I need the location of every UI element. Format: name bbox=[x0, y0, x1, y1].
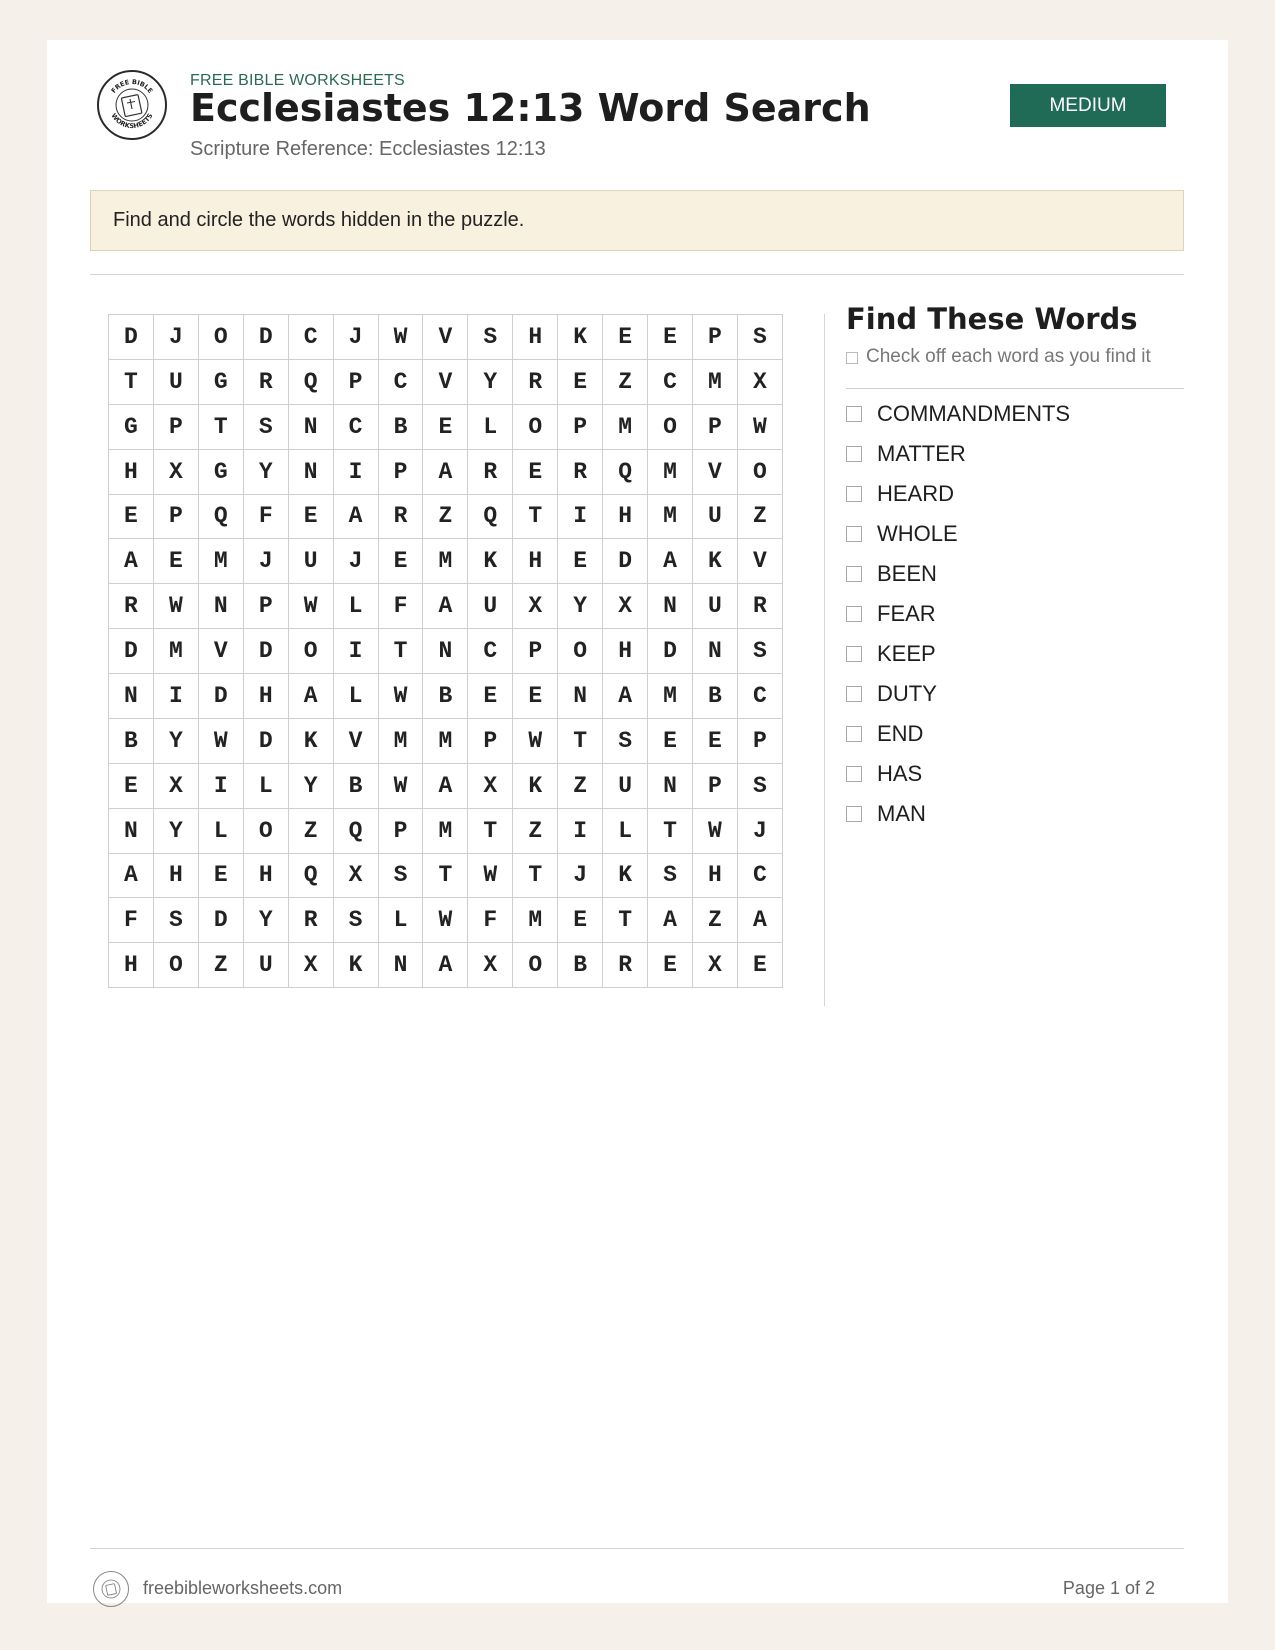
grid-cell[interactable]: H bbox=[243, 853, 288, 898]
grid-row bbox=[109, 674, 783, 719]
grid-cell[interactable]: X bbox=[603, 584, 648, 629]
word-label: WHOLE bbox=[877, 521, 958, 546]
grid-cell[interactable]: O bbox=[513, 943, 558, 988]
grid-cell[interactable]: D bbox=[648, 629, 693, 674]
grid-cell[interactable]: A bbox=[648, 898, 693, 943]
word-list-title: Find These Words bbox=[846, 302, 1138, 336]
grid-cell[interactable]: E bbox=[737, 943, 782, 988]
grid-cell[interactable]: A bbox=[333, 494, 378, 539]
grid-cell[interactable]: W bbox=[378, 763, 423, 808]
grid-cell[interactable]: H bbox=[243, 674, 288, 719]
grid-cell[interactable]: E bbox=[468, 674, 513, 719]
grid-cell[interactable]: H bbox=[692, 853, 737, 898]
grid-cell[interactable]: N bbox=[288, 449, 333, 494]
grid-row bbox=[109, 359, 783, 404]
grid-cell[interactable]: K bbox=[468, 539, 513, 584]
grid-cell[interactable]: U bbox=[692, 584, 737, 629]
grid-cell[interactable]: C bbox=[468, 629, 513, 674]
grid-cell[interactable]: R bbox=[243, 359, 288, 404]
grid-cell[interactable]: T bbox=[468, 808, 513, 853]
grid-cell[interactable]: L bbox=[333, 674, 378, 719]
grid-cell[interactable]: S bbox=[153, 898, 198, 943]
checkbox-icon[interactable] bbox=[846, 406, 862, 422]
grid-cell[interactable]: A bbox=[288, 674, 333, 719]
grid-cell[interactable]: X bbox=[153, 449, 198, 494]
grid-cell[interactable]: R bbox=[558, 449, 603, 494]
grid-cell[interactable]: P bbox=[378, 808, 423, 853]
word-label: END bbox=[877, 721, 924, 746]
grid-cell[interactable]: Y bbox=[243, 898, 288, 943]
grid-cell[interactable]: X bbox=[513, 584, 558, 629]
grid-cell[interactable]: O bbox=[513, 404, 558, 449]
grid-cell[interactable]: X bbox=[468, 763, 513, 808]
word-item[interactable] bbox=[846, 394, 1070, 434]
grid-cell[interactable]: X bbox=[333, 853, 378, 898]
grid-cell[interactable]: D bbox=[109, 315, 154, 360]
word-label: MATTER bbox=[877, 441, 966, 466]
checkbox-icon[interactable] bbox=[846, 566, 862, 582]
grid-cell[interactable]: A bbox=[423, 763, 468, 808]
grid-cell[interactable]: P bbox=[692, 404, 737, 449]
grid-cell[interactable]: H bbox=[603, 629, 648, 674]
grid-cell[interactable]: E bbox=[198, 853, 243, 898]
footer-logo-icon bbox=[93, 1571, 129, 1607]
grid-cell[interactable]: T bbox=[513, 853, 558, 898]
grid-cell[interactable]: V bbox=[423, 315, 468, 360]
grid-cell[interactable]: L bbox=[198, 808, 243, 853]
checkbox-icon[interactable] bbox=[846, 606, 862, 622]
grid-cell[interactable]: N bbox=[648, 763, 693, 808]
grid-cell[interactable]: D bbox=[603, 539, 648, 584]
grid-cell[interactable]: N bbox=[692, 629, 737, 674]
grid-cell[interactable]: M bbox=[153, 629, 198, 674]
grid-cell[interactable]: R bbox=[288, 898, 333, 943]
word-label: HAS bbox=[877, 761, 923, 786]
grid-cell[interactable]: W bbox=[153, 584, 198, 629]
word-label: BEEN bbox=[877, 561, 937, 586]
grid-cell[interactable]: M bbox=[423, 539, 468, 584]
grid-row bbox=[109, 584, 783, 629]
grid-cell[interactable]: V bbox=[198, 629, 243, 674]
grid-cell[interactable]: U bbox=[468, 584, 513, 629]
grid-cell[interactable]: Z bbox=[423, 494, 468, 539]
grid-cell[interactable]: Q bbox=[288, 359, 333, 404]
grid-cell[interactable]: U bbox=[288, 539, 333, 584]
grid-cell[interactable]: I bbox=[333, 629, 378, 674]
grid-row bbox=[109, 539, 783, 584]
grid-cell[interactable]: X bbox=[737, 359, 782, 404]
grid-cell[interactable]: E bbox=[603, 315, 648, 360]
word-search-grid bbox=[108, 314, 783, 988]
grid-cell[interactable]: Y bbox=[288, 763, 333, 808]
grid-cell[interactable]: M bbox=[648, 674, 693, 719]
grid-row bbox=[109, 808, 783, 853]
grid-cell[interactable]: Z bbox=[692, 898, 737, 943]
grid-cell[interactable]: C bbox=[333, 404, 378, 449]
word-item[interactable] bbox=[846, 474, 1070, 514]
grid-cell[interactable]: S bbox=[468, 315, 513, 360]
grid-cell[interactable]: F bbox=[243, 494, 288, 539]
grid-cell[interactable]: Y bbox=[468, 359, 513, 404]
footer-logo-emblem bbox=[94, 1572, 128, 1606]
grid-cell[interactable]: M bbox=[423, 718, 468, 763]
grid-row bbox=[109, 718, 783, 763]
grid-cell[interactable]: K bbox=[558, 315, 603, 360]
grid-cell[interactable]: H bbox=[513, 539, 558, 584]
grid-cell[interactable]: G bbox=[109, 404, 154, 449]
grid-cell[interactable]: R bbox=[603, 943, 648, 988]
grid-cell[interactable]: V bbox=[737, 539, 782, 584]
grid-cell[interactable]: P bbox=[513, 629, 558, 674]
grid-row bbox=[109, 494, 783, 539]
grid-row bbox=[109, 404, 783, 449]
grid-cell[interactable]: J bbox=[153, 315, 198, 360]
grid-cell[interactable]: L bbox=[243, 763, 288, 808]
word-label: HEARD bbox=[877, 481, 955, 506]
grid-cell[interactable]: J bbox=[333, 539, 378, 584]
grid-cell[interactable]: K bbox=[603, 853, 648, 898]
grid-cell[interactable]: T bbox=[198, 404, 243, 449]
grid-cell[interactable]: I bbox=[558, 808, 603, 853]
grid-cell[interactable]: Y bbox=[153, 808, 198, 853]
grid-cell[interactable]: D bbox=[243, 629, 288, 674]
grid-cell[interactable]: W bbox=[378, 315, 423, 360]
word-item[interactable] bbox=[846, 714, 1070, 754]
grid-cell[interactable]: A bbox=[603, 674, 648, 719]
grid-cell[interactable]: B bbox=[109, 718, 154, 763]
grid-cell[interactable]: O bbox=[198, 315, 243, 360]
grid-cell[interactable]: B bbox=[692, 674, 737, 719]
grid-cell[interactable]: N bbox=[109, 674, 154, 719]
grid-cell[interactable]: D bbox=[198, 674, 243, 719]
word-list bbox=[846, 394, 1070, 834]
grid-cell[interactable]: A bbox=[109, 853, 154, 898]
grid-cell[interactable]: W bbox=[468, 853, 513, 898]
grid-cell[interactable]: S bbox=[333, 898, 378, 943]
word-label: COMMANDMENTS bbox=[877, 401, 1071, 426]
grid-cell[interactable]: M bbox=[198, 539, 243, 584]
grid-cell[interactable]: H bbox=[109, 449, 154, 494]
word-list-divider bbox=[846, 388, 1184, 389]
grid-cell[interactable]: N bbox=[378, 943, 423, 988]
page-number: Page 1 of 2 bbox=[1062, 1578, 1155, 1598]
grid-cell[interactable]: O bbox=[558, 629, 603, 674]
grid-cell[interactable]: T bbox=[603, 898, 648, 943]
word-list-subtitle-text: Check off each word as you find it bbox=[866, 346, 1151, 367]
grid-cell[interactable]: D bbox=[198, 898, 243, 943]
grid-cell[interactable]: M bbox=[423, 808, 468, 853]
grid-cell[interactable]: I bbox=[333, 449, 378, 494]
grid-cell[interactable]: H bbox=[153, 853, 198, 898]
grid-cell[interactable]: W bbox=[737, 404, 782, 449]
logo-emblem bbox=[99, 72, 165, 138]
grid-cell[interactable]: P bbox=[692, 315, 737, 360]
grid-row bbox=[109, 898, 783, 943]
word-item[interactable] bbox=[846, 754, 1070, 794]
grid-cell[interactable]: R bbox=[468, 449, 513, 494]
grid-cell[interactable]: E bbox=[648, 943, 693, 988]
grid-cell[interactable]: V bbox=[333, 718, 378, 763]
checkbox-icon[interactable] bbox=[846, 486, 862, 502]
grid-cell[interactable]: O bbox=[288, 629, 333, 674]
grid-cell[interactable]: R bbox=[109, 584, 154, 629]
word-item[interactable] bbox=[846, 514, 1070, 554]
grid-cell[interactable]: Q bbox=[333, 808, 378, 853]
grid-cell[interactable]: K bbox=[333, 943, 378, 988]
grid-cell[interactable]: Q bbox=[468, 494, 513, 539]
grid-cell[interactable]: E bbox=[558, 359, 603, 404]
instructions-box bbox=[90, 190, 1184, 251]
word-label: DUTY bbox=[877, 681, 937, 706]
grid-cell[interactable]: W bbox=[513, 718, 558, 763]
grid-cell[interactable]: A bbox=[423, 449, 468, 494]
grid-cell[interactable]: T bbox=[648, 808, 693, 853]
grid-cell[interactable]: E bbox=[692, 718, 737, 763]
grid-cell[interactable]: O bbox=[153, 943, 198, 988]
grid-cell[interactable]: E bbox=[153, 539, 198, 584]
grid-cell[interactable]: W bbox=[288, 584, 333, 629]
divider bbox=[90, 274, 1184, 275]
word-label: FEAR bbox=[877, 601, 936, 626]
checkbox-icon[interactable] bbox=[846, 766, 862, 782]
grid-cell[interactable]: E bbox=[109, 494, 154, 539]
grid-cell[interactable]: Z bbox=[513, 808, 558, 853]
grid-cell[interactable]: S bbox=[648, 853, 693, 898]
grid-cell[interactable]: Z bbox=[198, 943, 243, 988]
grid-cell[interactable]: P bbox=[243, 584, 288, 629]
grid-cell[interactable]: E bbox=[648, 718, 693, 763]
grid-cell[interactable]: H bbox=[109, 943, 154, 988]
grid-cell[interactable]: U bbox=[153, 359, 198, 404]
grid-cell[interactable]: Z bbox=[603, 359, 648, 404]
grid-cell[interactable]: L bbox=[603, 808, 648, 853]
grid-cell[interactable]: S bbox=[603, 718, 648, 763]
grid-cell[interactable]: E bbox=[648, 315, 693, 360]
word-item[interactable] bbox=[846, 674, 1070, 714]
column-divider bbox=[824, 314, 825, 1006]
grid-cell[interactable]: F bbox=[468, 898, 513, 943]
grid-cell[interactable]: I bbox=[198, 763, 243, 808]
grid-cell[interactable]: W bbox=[692, 808, 737, 853]
word-item[interactable] bbox=[846, 554, 1070, 594]
grid-cell[interactable]: T bbox=[558, 718, 603, 763]
grid-cell[interactable]: M bbox=[648, 449, 693, 494]
grid-cell[interactable]: T bbox=[109, 359, 154, 404]
bible-book-icon bbox=[97, 70, 167, 140]
grid-cell[interactable]: R bbox=[737, 584, 782, 629]
grid-cell[interactable]: Z bbox=[288, 808, 333, 853]
grid-cell[interactable]: E bbox=[109, 763, 154, 808]
grid-cell[interactable]: P bbox=[468, 718, 513, 763]
grid-cell[interactable]: M bbox=[692, 359, 737, 404]
grid-cell[interactable]: D bbox=[243, 718, 288, 763]
grid-cell[interactable]: Y bbox=[243, 449, 288, 494]
grid-cell[interactable]: M bbox=[513, 898, 558, 943]
grid-cell[interactable]: D bbox=[109, 629, 154, 674]
checkbox-icon[interactable] bbox=[846, 446, 862, 462]
checkbox-icon[interactable] bbox=[846, 726, 862, 742]
grid-cell[interactable]: S bbox=[737, 763, 782, 808]
grid-cell[interactable]: V bbox=[423, 359, 468, 404]
grid-cell[interactable]: D bbox=[243, 315, 288, 360]
checkbox-icon[interactable] bbox=[846, 526, 862, 542]
grid-row bbox=[109, 449, 783, 494]
page-title: Ecclesiastes 12:13 Word Search bbox=[190, 86, 871, 130]
brand-label: FREE BIBLE WORKSHEETS bbox=[190, 72, 405, 89]
grid-cell[interactable]: T bbox=[378, 629, 423, 674]
grid-cell[interactable]: L bbox=[333, 584, 378, 629]
grid-cell[interactable]: R bbox=[378, 494, 423, 539]
grid-cell[interactable]: Q bbox=[603, 449, 648, 494]
grid-cell[interactable]: X bbox=[692, 943, 737, 988]
grid-cell[interactable]: A bbox=[109, 539, 154, 584]
difficulty-badge[interactable]: MEDIUM bbox=[1010, 84, 1166, 127]
grid-cell[interactable]: B bbox=[333, 763, 378, 808]
grid-cell[interactable]: E bbox=[513, 449, 558, 494]
grid-cell[interactable]: U bbox=[692, 494, 737, 539]
grid-cell[interactable]: O bbox=[737, 449, 782, 494]
grid-cell[interactable]: J bbox=[243, 539, 288, 584]
grid-cell[interactable]: N bbox=[558, 674, 603, 719]
grid-cell[interactable]: H bbox=[513, 315, 558, 360]
grid-cell[interactable]: O bbox=[648, 404, 693, 449]
grid-cell[interactable]: S bbox=[378, 853, 423, 898]
grid-cell[interactable]: X bbox=[153, 763, 198, 808]
grid-cell[interactable]: L bbox=[378, 898, 423, 943]
grid-cell[interactable]: C bbox=[737, 674, 782, 719]
grid-cell[interactable]: J bbox=[558, 853, 603, 898]
grid-cell[interactable]: P bbox=[153, 494, 198, 539]
grid-cell[interactable]: E bbox=[558, 898, 603, 943]
grid-cell[interactable]: P bbox=[153, 404, 198, 449]
grid-cell[interactable]: R bbox=[513, 359, 558, 404]
grid-cell[interactable]: C bbox=[288, 315, 333, 360]
grid-cell[interactable]: G bbox=[198, 359, 243, 404]
grid-cell[interactable]: F bbox=[378, 584, 423, 629]
grid-cell[interactable]: P bbox=[558, 404, 603, 449]
word-item[interactable] bbox=[846, 634, 1070, 674]
grid-cell[interactable]: A bbox=[737, 898, 782, 943]
word-label: KEEP bbox=[877, 641, 936, 666]
grid-cell[interactable]: L bbox=[468, 404, 513, 449]
grid-cell[interactable]: A bbox=[423, 943, 468, 988]
grid-cell[interactable]: N bbox=[648, 584, 693, 629]
grid-cell[interactable]: B bbox=[558, 943, 603, 988]
grid-cell[interactable]: Q bbox=[198, 494, 243, 539]
instructions-text: Find and circle the words hidden in the puzzle. bbox=[113, 209, 525, 231]
grid-cell[interactable]: H bbox=[603, 494, 648, 539]
grid-cell[interactable]: S bbox=[737, 315, 782, 360]
grid-cell[interactable]: J bbox=[333, 315, 378, 360]
grid-row bbox=[109, 315, 783, 360]
footer-website-link[interactable]: freebibleworksheets.com bbox=[143, 1578, 343, 1598]
grid-cell[interactable]: B bbox=[378, 404, 423, 449]
grid-cell[interactable]: C bbox=[737, 853, 782, 898]
grid-row bbox=[109, 629, 783, 674]
grid-cell[interactable]: I bbox=[153, 674, 198, 719]
grid-cell[interactable]: Q bbox=[288, 853, 333, 898]
grid-row bbox=[109, 763, 783, 808]
grid-cell[interactable]: X bbox=[468, 943, 513, 988]
grid-cell[interactable]: P bbox=[692, 763, 737, 808]
grid-cell[interactable]: P bbox=[737, 718, 782, 763]
grid-cell[interactable]: V bbox=[692, 449, 737, 494]
word-label: MAN bbox=[877, 801, 926, 826]
grid-cell[interactable]: N bbox=[198, 584, 243, 629]
word-item[interactable] bbox=[846, 794, 1070, 834]
grid-cell[interactable]: P bbox=[333, 359, 378, 404]
grid-cell[interactable]: I bbox=[558, 494, 603, 539]
grid-cell[interactable]: E bbox=[378, 539, 423, 584]
grid-cell[interactable]: W bbox=[423, 898, 468, 943]
grid-cell[interactable]: M bbox=[603, 404, 648, 449]
word-list-subtitle bbox=[846, 346, 1151, 368]
checkbox-icon[interactable] bbox=[846, 806, 862, 822]
grid-cell[interactable]: N bbox=[423, 629, 468, 674]
footer-divider bbox=[90, 1548, 1184, 1549]
grid-cell[interactable]: W bbox=[198, 718, 243, 763]
grid-cell[interactable]: C bbox=[648, 359, 693, 404]
grid-cell[interactable]: Y bbox=[558, 584, 603, 629]
grid-cell[interactable]: A bbox=[648, 539, 693, 584]
scripture-reference: Scripture Reference: Ecclesiastes 12:13 bbox=[190, 138, 546, 160]
grid-cell[interactable]: P bbox=[378, 449, 423, 494]
grid-cell[interactable]: Z bbox=[737, 494, 782, 539]
grid-cell[interactable]: B bbox=[423, 674, 468, 719]
logo-text-bottom: WORKSHEETS bbox=[109, 111, 155, 131]
grid-cell[interactable]: J bbox=[737, 808, 782, 853]
grid-cell[interactable]: Y bbox=[153, 718, 198, 763]
grid-cell[interactable]: X bbox=[288, 943, 333, 988]
grid-cell[interactable]: A bbox=[423, 584, 468, 629]
logo-text-top: FREE BIBLE bbox=[109, 77, 155, 95]
grid-cell[interactable]: U bbox=[243, 943, 288, 988]
grid-cell[interactable]: E bbox=[423, 404, 468, 449]
grid-cell[interactable]: S bbox=[737, 629, 782, 674]
grid-cell[interactable]: T bbox=[423, 853, 468, 898]
grid-cell[interactable]: K bbox=[513, 763, 558, 808]
grid-cell[interactable]: N bbox=[288, 404, 333, 449]
grid-cell[interactable]: S bbox=[243, 404, 288, 449]
grid-cell[interactable]: N bbox=[109, 808, 154, 853]
grid-cell[interactable]: F bbox=[109, 898, 154, 943]
grid-row bbox=[109, 853, 783, 898]
grid-cell[interactable]: K bbox=[288, 718, 333, 763]
grid-row bbox=[109, 943, 783, 988]
word-item[interactable] bbox=[846, 594, 1070, 634]
grid-cell[interactable]: E bbox=[288, 494, 333, 539]
grid-cell[interactable]: E bbox=[558, 539, 603, 584]
grid-cell[interactable]: G bbox=[198, 449, 243, 494]
grid-cell[interactable]: W bbox=[378, 674, 423, 719]
checkbox-icon[interactable] bbox=[846, 646, 862, 662]
worksheet-page bbox=[47, 40, 1228, 1603]
grid-cell[interactable]: C bbox=[378, 359, 423, 404]
grid-cell[interactable]: Z bbox=[558, 763, 603, 808]
grid-cell[interactable]: E bbox=[513, 674, 558, 719]
grid-cell[interactable]: M bbox=[378, 718, 423, 763]
grid-cell[interactable]: K bbox=[692, 539, 737, 584]
grid-cell[interactable]: O bbox=[243, 808, 288, 853]
grid-cell[interactable]: T bbox=[513, 494, 558, 539]
word-item[interactable] bbox=[846, 434, 1070, 474]
checkbox-icon[interactable] bbox=[846, 686, 862, 702]
grid-cell[interactable]: M bbox=[648, 494, 693, 539]
checkbox-icon bbox=[846, 352, 858, 364]
grid-cell[interactable]: U bbox=[603, 763, 648, 808]
